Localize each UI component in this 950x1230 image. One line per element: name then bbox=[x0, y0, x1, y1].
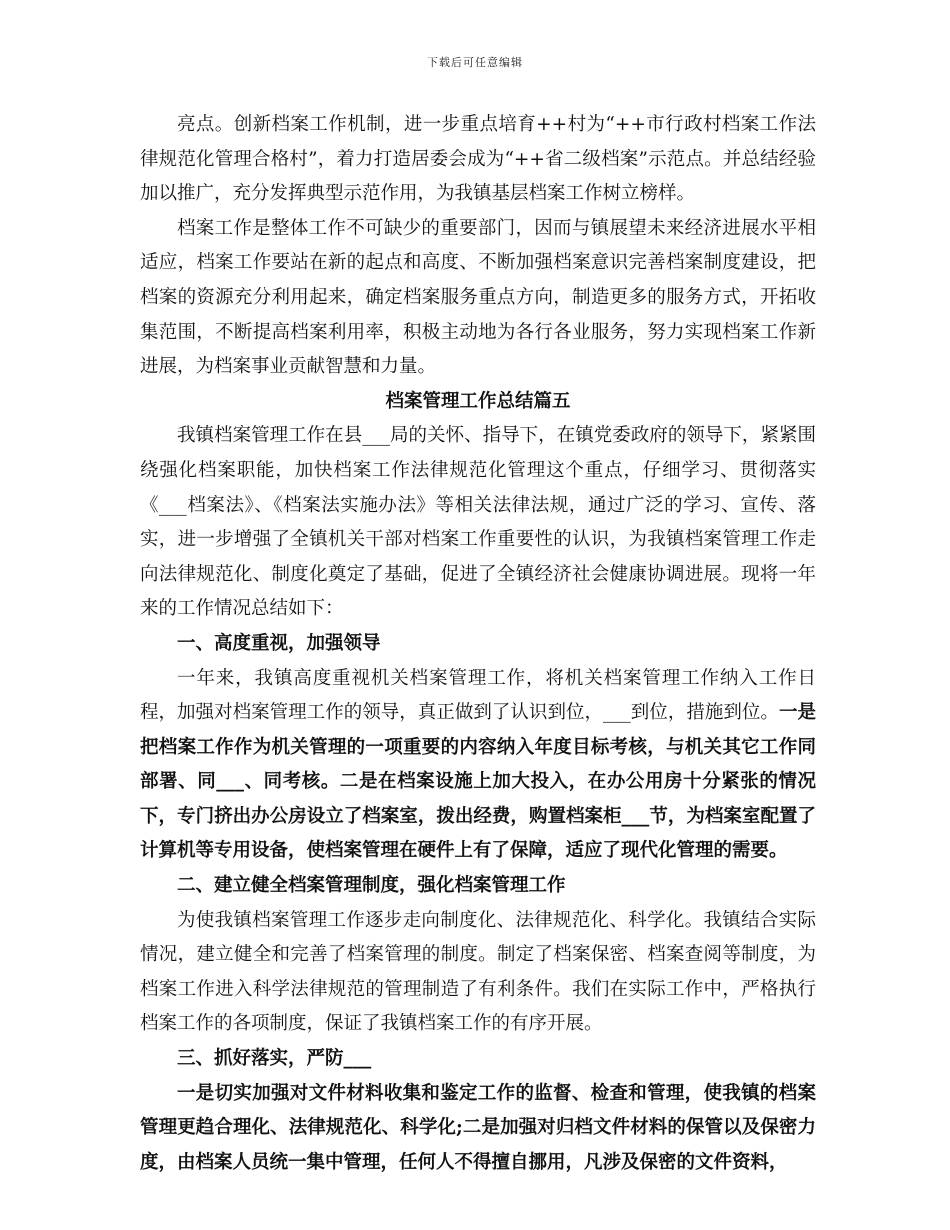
paragraph-4 bbox=[140, 662, 816, 870]
paragraph-2: 档案工作是整体工作不可缺少的重要部门，因而与镇展望未来经济进展水平相适应，档案工作要站在新的起点和高度、不断加强档案意识完善档案制度建设，把档案的资源充分利用起来，确定档案服务重点方向，制造更多的服务方式，开拓收集范围，不断提高档案利用率，积极主动地为各行各业服务，努力实现档案工作新进展，为档案事业贡献智慧和力量。 bbox=[140, 217, 816, 378]
paragraph-5: 为使我镇档案管理工作逐步走向制度化、法律规范化、科学化。我镇结合实际情况，建立健全和完善了档案管理的制度。制定了档案保密、档案查阅等制度，为档案工作进入科学法律规范的管理制造了有利条件。我们在实际工作中，严格执行档案工作的各项制度，保证了我镇档案工作的有序开展。 bbox=[140, 909, 816, 1035]
subheading-3: 三、抓好落实，严防___ bbox=[177, 1048, 372, 1070]
paragraph-4-normal: 一年来，我镇高度重视机关档案管理工作，将机关档案管理工作纳入工作日程，加强对档案管理工作的领导，真正做到了认识到位，___到位，措施到位。 bbox=[140, 667, 816, 724]
document-body bbox=[140, 108, 816, 1180]
paragraph-1: 亮点。创新档案工作机制，进一步重点培育++村为“++市行政村档案工作法律规范化管理合格村”，着力打造居委会成为“++省二级档案”示范点。并总结经验加以推广，充分发挥典型示范作用，为我镇基层档案工作树立榜样。 bbox=[140, 114, 816, 205]
page-header: 下载后可任意编辑 bbox=[427, 56, 523, 69]
paragraph-3: 我镇档案管理工作在县___局的关怀、指导下，在镇党委政府的领导下，紧紧围绕强化档案职能，加快档案工作法律规范化管理这个重点，仔细学习、贯彻落实《___档案法》、《档案法实施办法》等相关法律法规，通过广泛的学习、宣传、落实，进一步增强了全镇机关干部对档案工作重要性的认识，为我镇档案管理工作走向法律规范化、制度化奠定了基础，促进了全镇经济社会健康协调进展。现将一年来的工作情况总结如下： bbox=[140, 425, 816, 620]
subheading-2: 二、建立健全档案管理制度，强化档案管理工作 bbox=[177, 875, 566, 897]
paragraph-6: 一是切实加强对文件材料收集和鉴定工作的监督、检查和管理，使我镇的档案管理更趋合理化、法律规范化、科学化;二是加强对归档文件材料的保管以及保密力度，由档案人员统一集中管理，任何人不得擅自挪用，凡涉及保密的文件资料， bbox=[140, 1082, 816, 1173]
section-title: 档案管理工作总结篇五 bbox=[385, 390, 571, 412]
subheading-1: 一、高度重视，加强领导 bbox=[177, 632, 381, 654]
paragraph-4-bold: 一是把档案工作作为机关管理的一项重要的内容纳入年度目标考核，与机关其它工作同部署、同___、同考核。二是在档案设施上加大投入，在办公用房十分紧张的情况下，专门挤出办公房设立了档案室，拨出经费，购置档案柜___节，为档案室配置了计算机等专用设备，使档案管理在硬件上有了保障，适应了现代化管理的需要。 bbox=[140, 702, 816, 862]
